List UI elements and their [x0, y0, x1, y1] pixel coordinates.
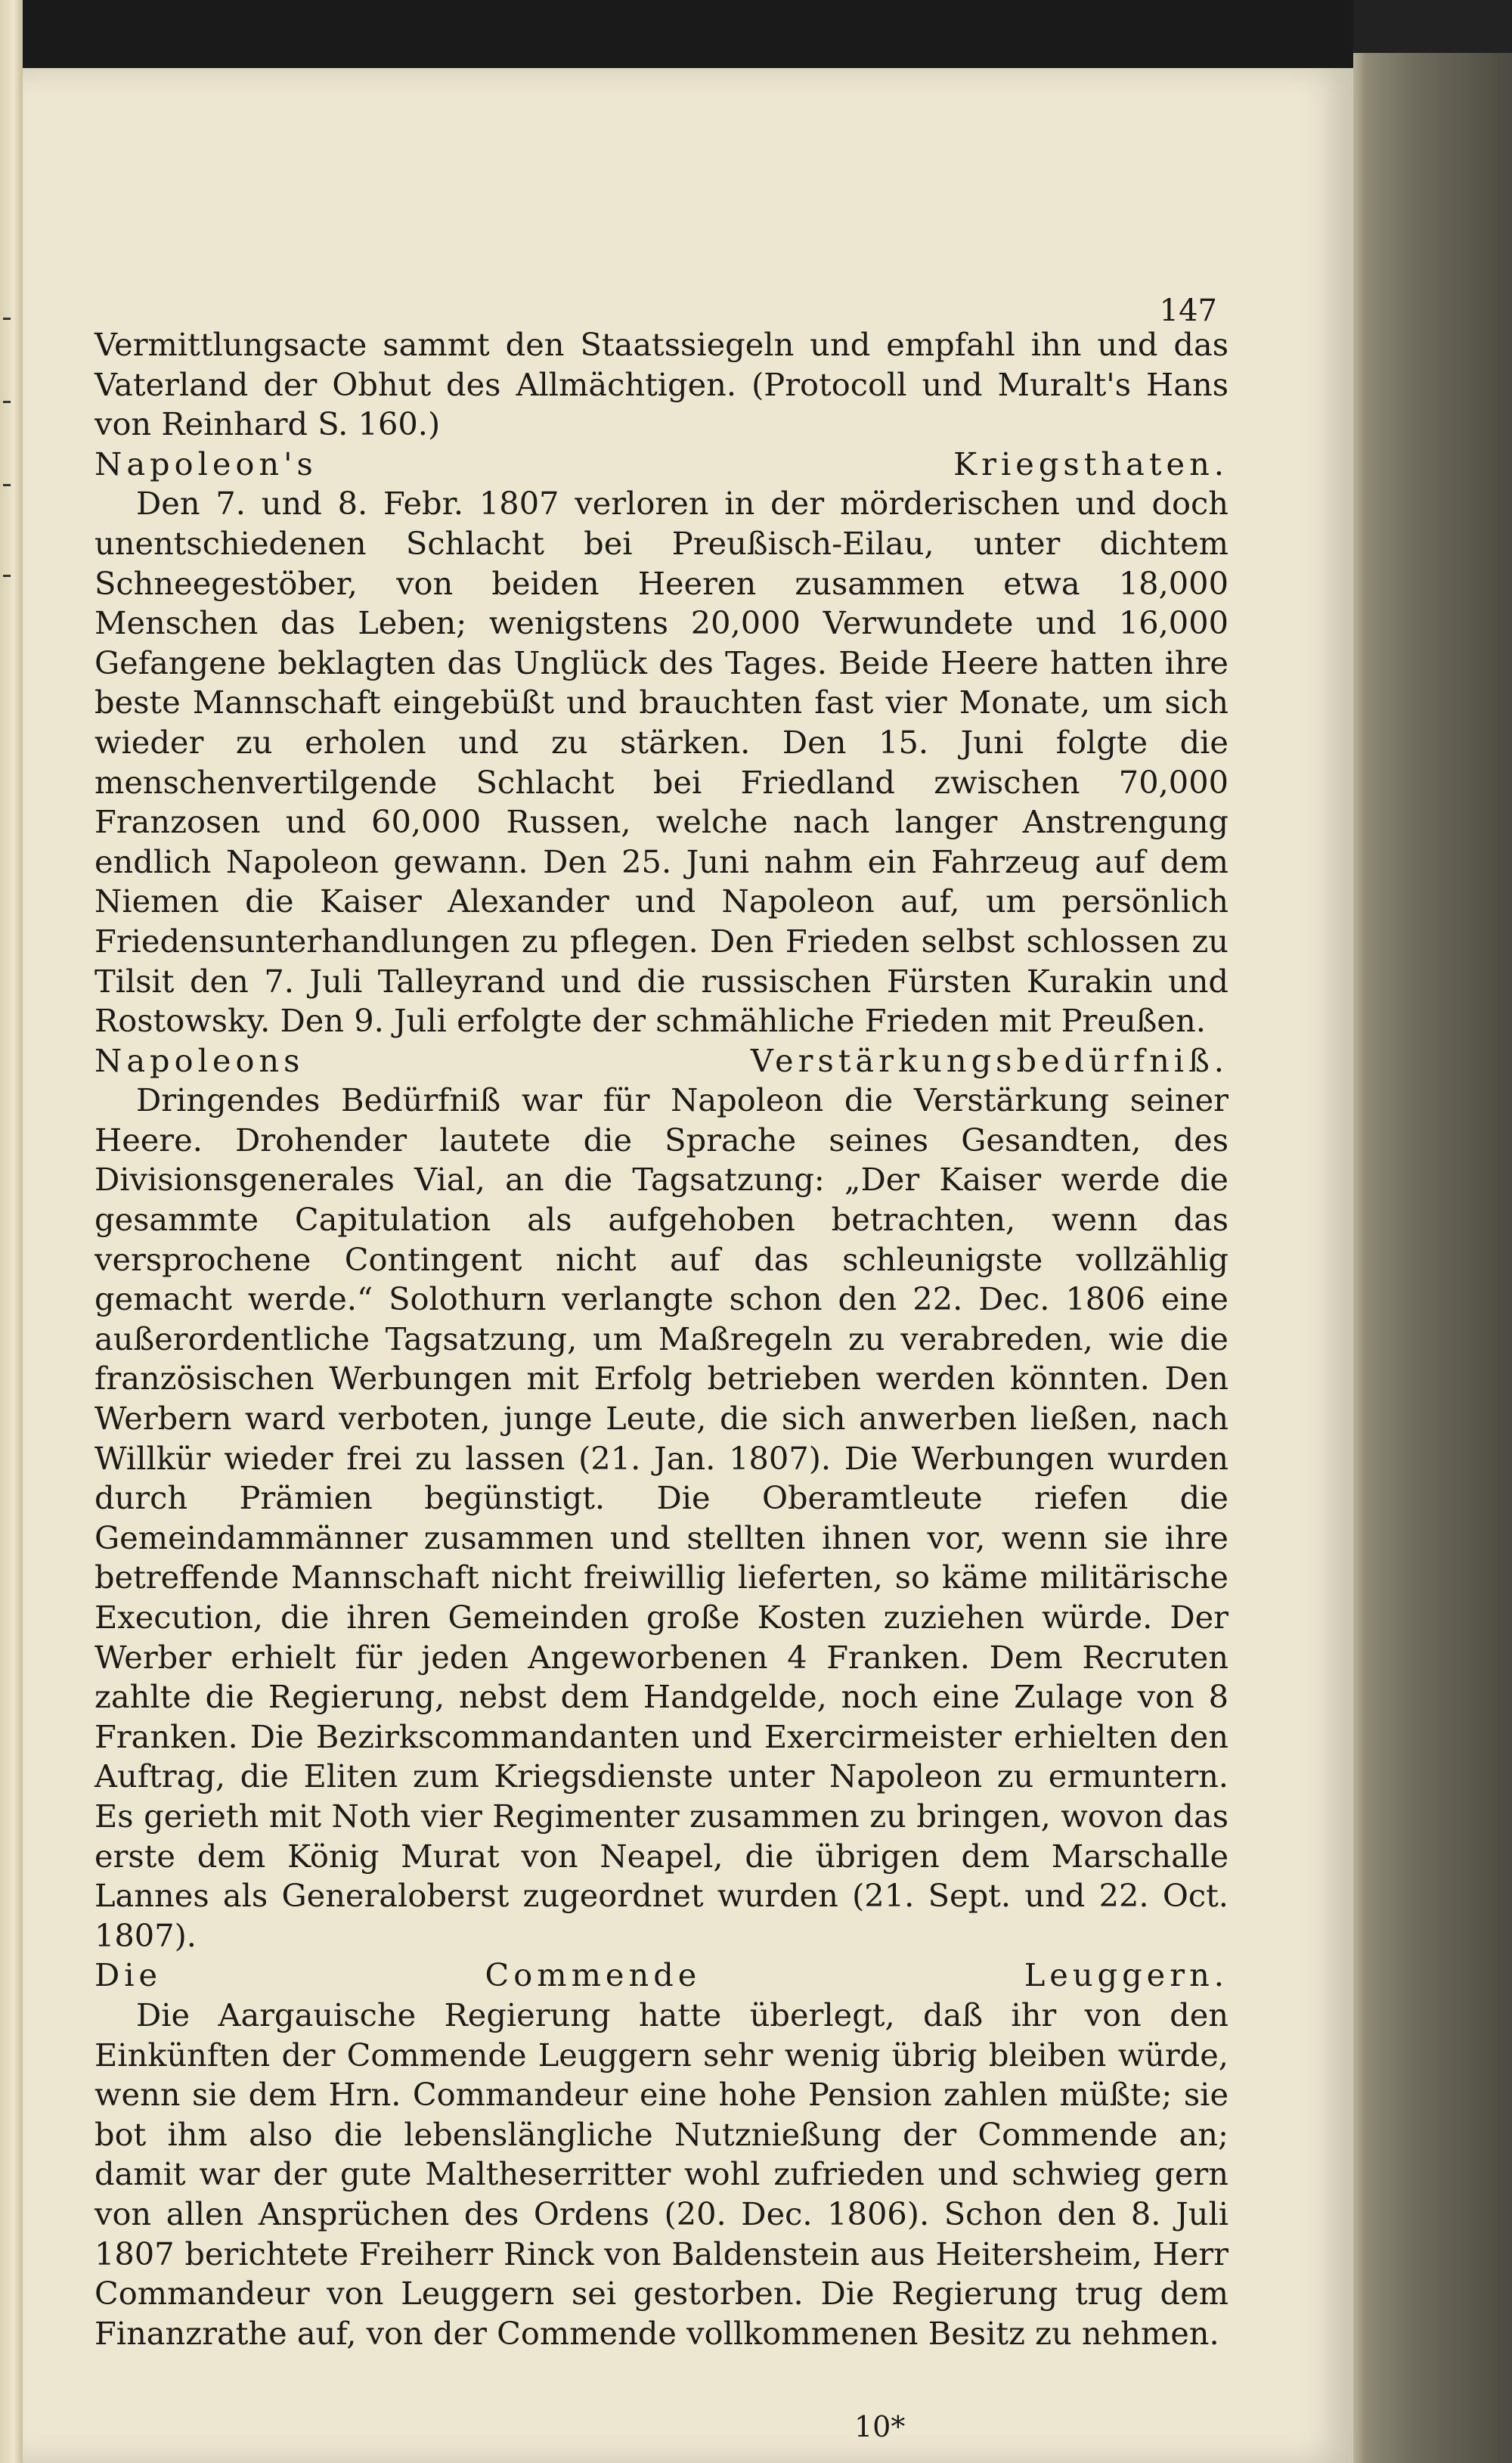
heading-kriegsthaten: Napoleon's Kriegsthaten. [94, 445, 1228, 482]
paragraph-commende: Die Aargauische Regierung hatte überlegt, daß ihr von den Einkünften der Commende Leuggern sehr wenig übrig bleiben würde, wenn sie dem Hrn. Commandeur eine hohe Pension zahlen müßte; sie bot ihm also die lebenslängliche Nutznießung der Commende an; damit war der gute Maltheserritter wohl zufrieden und schwieg gern von allen Ansprüchen des Ordens (20. Dec. 1806). Schon den 8. Juli 1807 berichtete Freiherr Rinck von Baldenstein aus Heitersheim, Herr Commandeur von Leuggern sei gestorben. Die Regierung trug dem Finanzrathe auf, von der Commende vollkommenen Besitz zu nehmen. [94, 1996, 1228, 2352]
page-number: 147 [1159, 293, 1217, 328]
paragraph-verstaerkung: Dringendes Bedürfniß war für Napoleon die Verstärkung seiner Heere. Drohender lautete die Sprache seines Gesandten, des Divisionsgenerales Vial, an die Tagsatzung: „Der Kaiser werde die gesammte Capitulation als aufgehoben betrachten, wenn das versprochene Contingent nicht auf das schleunigste vollzählig gemacht werde.“ Solothurn verlangte schon den 22. Dec. 1806 eine außerordentliche Tagsatzung, um Maßregeln zu verabreden, wie die französischen Werbungen mit Erfolg betrieben werden könnten. Den Werbern ward verboten, junge Leute, die sich anwerben ließen, nach Willkür wieder frei zu lassen (21. Jan. 1807). Die Werbungen wurden durch Prämien begünstigt. Die Oberamtleute riefen die Gemeindammänner zusammen und stellten ihnen vor, wenn sie ihre betreffende Mannschaft nicht freiwillig lieferten, so käme militärische Execution, die ihren Gemeinden große Kosten zuziehen würde. Der Werber erhielt für jeden Angeworbenen 4 Franken. Dem Recruten zahlte die Regierung, nebst dem Handgelde, noch eine Zulage von 8 Franken. Die Bezirkscommandanten und Exercirmeister erhielten den Auftrag, die Eliten zum Kriegsdienste unter Napoleon zu ermuntern. Es gerieth mit Noth vier Regimenter zusammen zu bringen, wovon das erste dem König Murat von Neapel, die übrigen dem Marschalle Lannes als Generaloberst zugeordnet wurden (21. Sept. und 22. Oct. 1807). [94, 1081, 1228, 1954]
book-gutter [1353, 53, 1512, 2463]
paragraph-kriegsthaten: Den 7. und 8. Febr. 1807 verloren in der mörderischen und doch unentschiedenen Schlacht bei Preußisch-Eilau, unter dichtem Schneegestöber, von beiden Heeren zusammen etwa 18,000 Menschen das Leben; wenigstens 20,000 Verwundete und 16,000 Gefangene beklagten das Unglück des Tages. Beide Heere hatten ihre beste Mannschaft eingebüßt und brauchten fast vier Monate, um sich wieder zu erholen und zu stärken. Den 15. Juni folgte die menschenvertilgende Schlacht bei Friedland zwischen 70,000 Franzosen und 60,000 Russen, welche nach langer Anstrengung endlich Napoleon gewann. Den 25. Juni nahm ein Fahrzeug auf dem Niemen die Kaiser Alexander und Napoleon auf, um persönlich Friedensunterhandlungen zu pflegen. Den Frieden selbst schlossen zu Tilsit den 7. Juli Talleyrand und die russischen Fürsten Kurakin und Rostowsky. Den 9. Juli erfolgte der schmähliche Frieden mit Preußen. [94, 485, 1228, 1040]
heading-verstaerkungsbeduerfniss: Napoleons Verstärkungsbedürfniß. [94, 1041, 1228, 1079]
book-page [23, 68, 1353, 2463]
heading-commende-leuggern: Die Commende Leuggern. [94, 1956, 1228, 1994]
signature-mark: 10* [854, 2410, 906, 2443]
page-text [94, 325, 1228, 2353]
previous-page-edge [0, 0, 23, 2463]
paragraph-vermittlungsacte: Vermittlungsacte sammt den Staatssiegeln und empfahl ihn und das Vaterland der Obhut des Allmächtigen. (Protocoll und Muralt's Hans von Reinhard S. 160.) [94, 326, 1228, 443]
